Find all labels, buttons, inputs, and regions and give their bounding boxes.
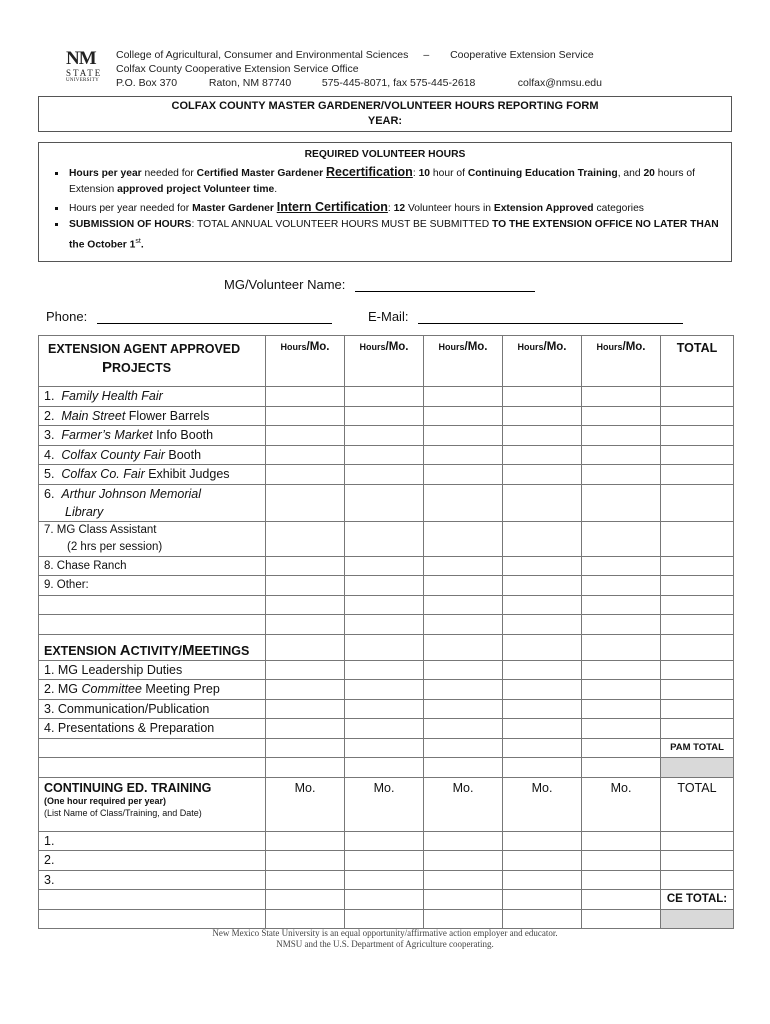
ce-mo-4: Mo.	[503, 777, 582, 831]
phone-field-row	[46, 309, 332, 324]
hours-col-5: Hours/Mo.	[582, 336, 661, 387]
ce-2: 2.	[39, 851, 266, 871]
table-row	[39, 758, 734, 778]
form-title: COLFAX COUNTY MASTER GARDENER/VOLUNTEER HOURS REPORTING FORM	[171, 100, 599, 112]
project-3: 3. Farmer’s Market Info Booth	[39, 426, 266, 446]
college-name: College of Agricultural, Consumer and Environmental Sciences	[116, 49, 409, 61]
ce-1: 1.	[39, 831, 266, 851]
requirement-intern: ▪ Hours per year needed for Master Gardener Intern Certification: 12 Volunteer hours in Extension Approved categories	[67, 199, 731, 218]
project-5: 5. Colfax Co. Fair Exhibit Judges	[39, 465, 266, 485]
table-row	[39, 738, 734, 758]
ce-mo-5: Mo.	[582, 777, 661, 831]
ce-3: 3.	[39, 870, 266, 890]
hours-col-2: Hours/Mo.	[345, 336, 424, 387]
city: Raton, NM 87740	[208, 77, 292, 89]
letterhead-text	[116, 48, 602, 90]
pam-total-cell[interactable]	[661, 758, 734, 778]
table-row	[39, 387, 734, 407]
activity-2: 2. MG Committee Meeting Prep	[39, 680, 266, 700]
table-row	[39, 595, 734, 615]
name-label: MG/Volunteer Name:	[224, 277, 346, 292]
pam-total-label: PAM TOTAL	[661, 738, 734, 758]
requirements-box	[38, 142, 732, 262]
table-row	[39, 445, 734, 465]
requirements-list	[39, 164, 731, 254]
letterhead	[66, 48, 706, 94]
ce-mo-2: Mo.	[345, 777, 424, 831]
table-row	[39, 680, 734, 700]
footer-line-2: NMSU and the U.S. Department of Agriculture cooperating.	[276, 939, 494, 949]
table-row	[39, 576, 734, 596]
ce-total-label: CE TOTAL:	[661, 890, 734, 910]
projects-heading: EXTENSION AGENT APPROVED PROJECTS	[39, 336, 266, 387]
table-row	[39, 851, 734, 871]
ce-header-row	[39, 777, 734, 831]
service-name: Cooperative Extension Service	[450, 49, 594, 61]
project-2: 2. Main Street Flower Barrels	[39, 406, 266, 426]
nmsu-logo	[66, 50, 106, 84]
activities-header-row	[39, 634, 734, 660]
po-box: P.O. Box 370	[116, 77, 178, 89]
logo-state: STATE	[66, 68, 103, 78]
project-6: 6. Arthur Johnson Memorial Library	[39, 484, 266, 521]
ce-mo-1: Mo.	[266, 777, 345, 831]
footer	[0, 928, 770, 950]
table-row	[39, 465, 734, 485]
table-row	[39, 660, 734, 680]
hours-col-4: Hours/Mo.	[503, 336, 582, 387]
ce-heading: CONTINUING ED. TRAINING (One hour required per year) (List Name of Class/Training, and Date)	[39, 777, 266, 831]
ce-total-col: TOTAL	[661, 777, 734, 831]
phone-label: Phone:	[46, 309, 88, 324]
phone-fax: 575-445-8071, fax 575-445-2618	[321, 77, 476, 89]
requirements-heading: REQUIRED VOLUNTEER HOURS	[304, 149, 466, 160]
table-row	[39, 699, 734, 719]
table-row	[39, 831, 734, 851]
activity-1: 1. MG Leadership Duties	[39, 660, 266, 680]
ce-total-cell[interactable]	[661, 909, 734, 929]
projects-header-row	[39, 336, 734, 387]
total-col: TOTAL	[661, 336, 734, 387]
phone-input[interactable]	[97, 309, 332, 324]
hours-col-3: Hours/Mo.	[424, 336, 503, 387]
project-1: 1. Family Health Fair	[39, 387, 266, 407]
hours-table	[38, 335, 734, 929]
table-row	[39, 719, 734, 739]
table-row	[39, 521, 734, 556]
logo-nm: NM	[66, 48, 96, 69]
email-field-row	[368, 309, 683, 324]
table-row	[39, 615, 734, 635]
project-4: 4. Colfax County Fair Booth	[39, 445, 266, 465]
office-email: colfax@nmsu.edu	[517, 77, 602, 89]
table-row	[39, 556, 734, 576]
ce-mo-3: Mo.	[424, 777, 503, 831]
activities-heading: EXTENSION ACTIVITY/MEETINGS	[39, 634, 266, 660]
name-field-row	[224, 277, 535, 292]
requirement-submission: ▪ SUBMISSION OF HOURS: TOTAL ANNUAL VOLUNTEER HOURS MUST BE SUBMITTED TO THE EXTENSION OFFICE NO LATER THAN the October 1st.	[67, 217, 731, 253]
form-title-box	[38, 96, 732, 132]
email-input[interactable]	[418, 309, 683, 324]
year-label: YEAR:	[367, 115, 403, 127]
table-row	[39, 406, 734, 426]
letterhead-dash: –	[423, 49, 430, 61]
project-9: 9. Other:	[39, 576, 266, 596]
hours-col-1: Hours/Mo.	[266, 336, 345, 387]
footer-line-1: New Mexico State University is an equal opportunity/affirmative action employer and educator.	[212, 928, 558, 938]
email-label: E-Mail:	[368, 309, 409, 324]
requirement-recertification: ▪ Hours per year needed for Certified Master Gardener Recertification: 10 hour of Continuing Education Training, and 20 hours of Extension approved project Volunteer time.	[67, 164, 731, 199]
table-row	[39, 484, 734, 521]
table-row	[39, 909, 734, 929]
activity-4: 4. Presentations & Preparation	[39, 719, 266, 739]
logo-university: UNIVERSITY	[66, 78, 99, 83]
name-input[interactable]	[355, 277, 535, 292]
table-row	[39, 426, 734, 446]
table-row	[39, 870, 734, 890]
activity-3: 3. Communication/Publication	[39, 699, 266, 719]
table-row	[39, 890, 734, 910]
project-8: 8. Chase Ranch	[39, 556, 266, 576]
office-name: Colfax County Cooperative Extension Service Office	[116, 63, 359, 75]
project-7: 7. MG Class Assistant (2 hrs per session)	[39, 521, 266, 556]
